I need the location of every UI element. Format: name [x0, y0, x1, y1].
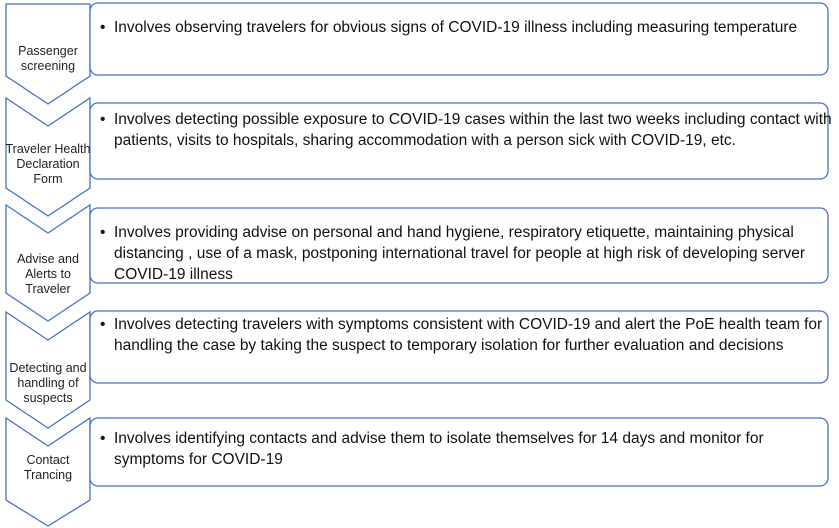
text-box-step-1	[90, 3, 828, 75]
step-3-description	[100, 222, 834, 285]
bullet-icon: •	[100, 19, 106, 36]
step-1-text: Involves observing travelers for obvious signs of COVID-19 illness including measuring temperature	[114, 19, 798, 36]
step-3-text: Involves providing advise on personal and hand hygiene, respiratory etiquette, maintaining physical distancing , use of a mask, postponing international travel for people at high risk of developing server COVID-19 illness	[114, 224, 806, 283]
bullet-icon: •	[100, 224, 106, 241]
step-2-label: Traveler Health Declaration Form	[5, 142, 91, 186]
step-3-label: Advise and Alerts to Traveler	[17, 252, 79, 296]
step-2-text: Involves detecting possible exposure to COVID-19 cases within the last two weeks including contact with patients, visits to hospitals, sharing accommodation with a person sick with COVID-19, etc.	[114, 111, 832, 149]
step-2-description	[100, 109, 834, 151]
step-1-description	[100, 17, 834, 38]
bullet-icon: •	[100, 316, 106, 333]
step-4-label: Detecting and handling of suspects	[9, 361, 87, 405]
bullet-icon: •	[100, 111, 106, 128]
step-1-label: Passenger screening	[18, 44, 78, 73]
step-4-description	[100, 314, 834, 356]
step-5-text: Involves identifying contacts and advise them to isolate themselves for 14 days and monitor for symptoms for COVID-19	[114, 430, 764, 468]
step-5-description	[100, 428, 834, 470]
bullet-icon: •	[100, 430, 106, 447]
step-4-text: Involves detecting travelers with symptoms consistent with COVID-19 and alert the PoE health team for handling the case by taking the suspect to temporary isolation for further evaluation and decisions	[114, 316, 823, 354]
step-5-label: Contact Trancing	[23, 453, 73, 482]
